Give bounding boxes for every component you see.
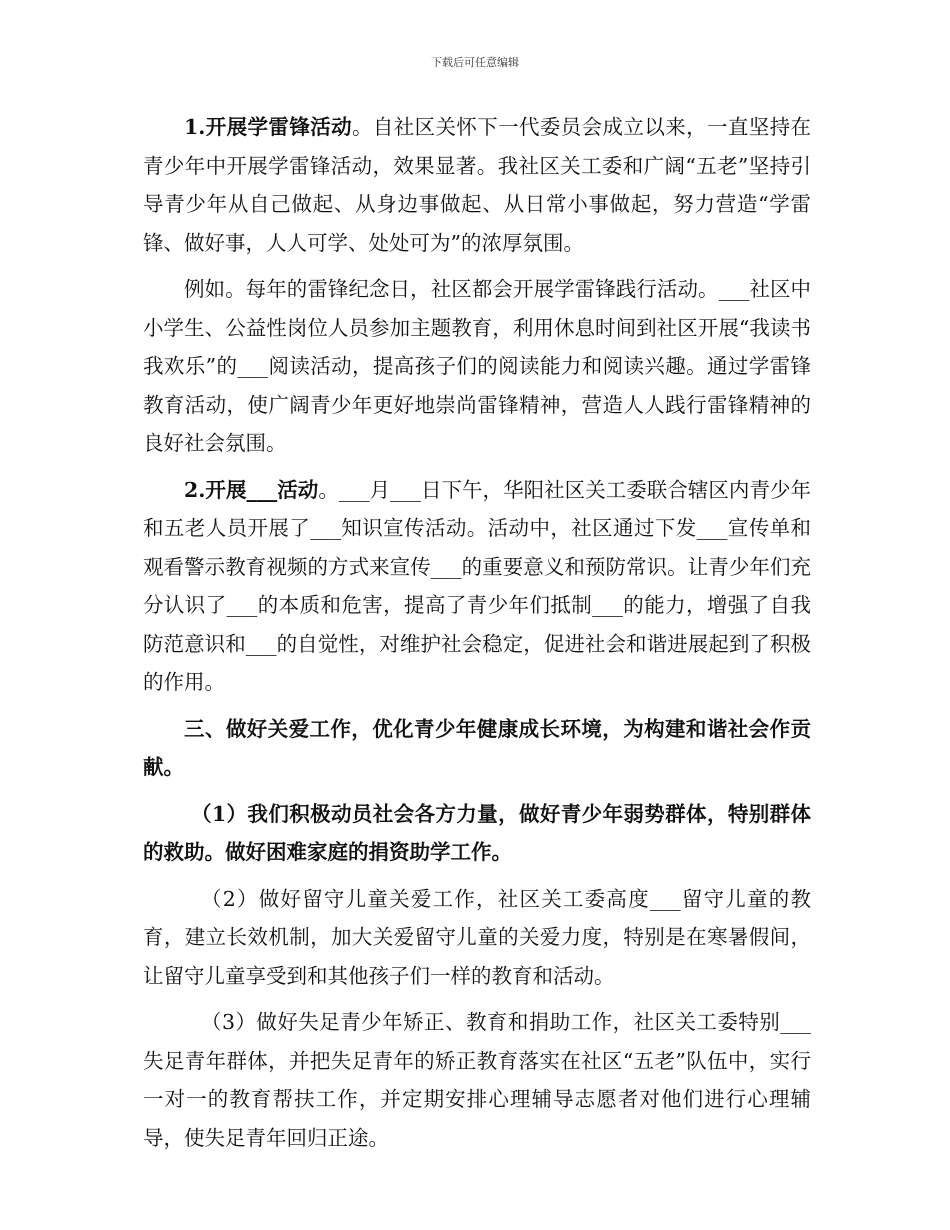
paragraph-item-1: （1）我们积极动员社会各方力量，做好青少年弱势群体，特别群体的救助。做好困难家庭的捐资助学工作。 bbox=[143, 801, 811, 864]
paragraph-2: 例如。每年的雷锋纪念日，社区都会开展学雷锋践行活动。___社区中小学生、公益性岗位人员参加主题教育，利用休息时间到社区开展“我读书我欢乐”的___阅读活动，提高孩子们的阅读能力和阅读兴趣。通过学雷锋教育活动，使广阔青少年更好地崇尚雷锋精神，营造人人践行雷锋精神的良好社会氛围。 bbox=[143, 277, 811, 455]
document-body bbox=[143, 108, 811, 1157]
page-header: 下载后可任意编辑 bbox=[431, 56, 519, 69]
paragraph-1-heading: 1.开展学雷锋活动 bbox=[184, 115, 352, 139]
paragraph-1-text: 。自社区关怀下一代委员会成立以来，一直坚持在青少年中开展学雷锋活动，效果显著。我社区关工委和广阔“五老”坚持引导青少年从自己做起、从身边事做起、从日常小事做起，努力营造“学雷锋、做好事，人人可学、处处可为”的浓厚氛围。 bbox=[143, 115, 812, 255]
paragraph-3 bbox=[143, 471, 811, 702]
paragraph-item-3: （3）做好失足青少年矫正、教育和捐助工作，社区关工委特别___失足青年群体，并把失足青年的矫正教育落实在社区“五老”队伍中，实行一对一的教育帮扶工作，并定期安排心理辅导志愿者对他们进行心理辅导，使失足青年回归正途。 bbox=[143, 1010, 811, 1150]
paragraph-1 bbox=[143, 108, 811, 262]
paragraph-item-2: （2）做好留守儿童关爱工作，社区关工委高度___留守儿童的教育，建立长效机制，加大关爱留守儿童的关爱力度，特别是在寒暑假间，让留守儿童享受到和其他孩子们一样的教育和活动。 bbox=[143, 886, 811, 988]
paragraph-3-text: 。___月___日下午，华阳社区关工委联合辖区内青少年和五老人员开展了___知识宣传活动。活动中，社区通过下发___宣传单和观看警示教育视频的方式来宣传___的重要意义和预防常识。让青少年们充分认识了___的本质和危害，提高了青少年们抵制___的能力，增强了自我防范意识和___的自觉性，对维护社会稳定，促进社会和谐进展起到了积极的作用。 bbox=[143, 477, 812, 694]
section-heading-3: 三、做好关爱工作，优化青少年健康成长环境，为构建和谐社会作贡献。 bbox=[143, 716, 811, 779]
paragraph-3-heading: 2.开展___活动 bbox=[184, 477, 319, 502]
